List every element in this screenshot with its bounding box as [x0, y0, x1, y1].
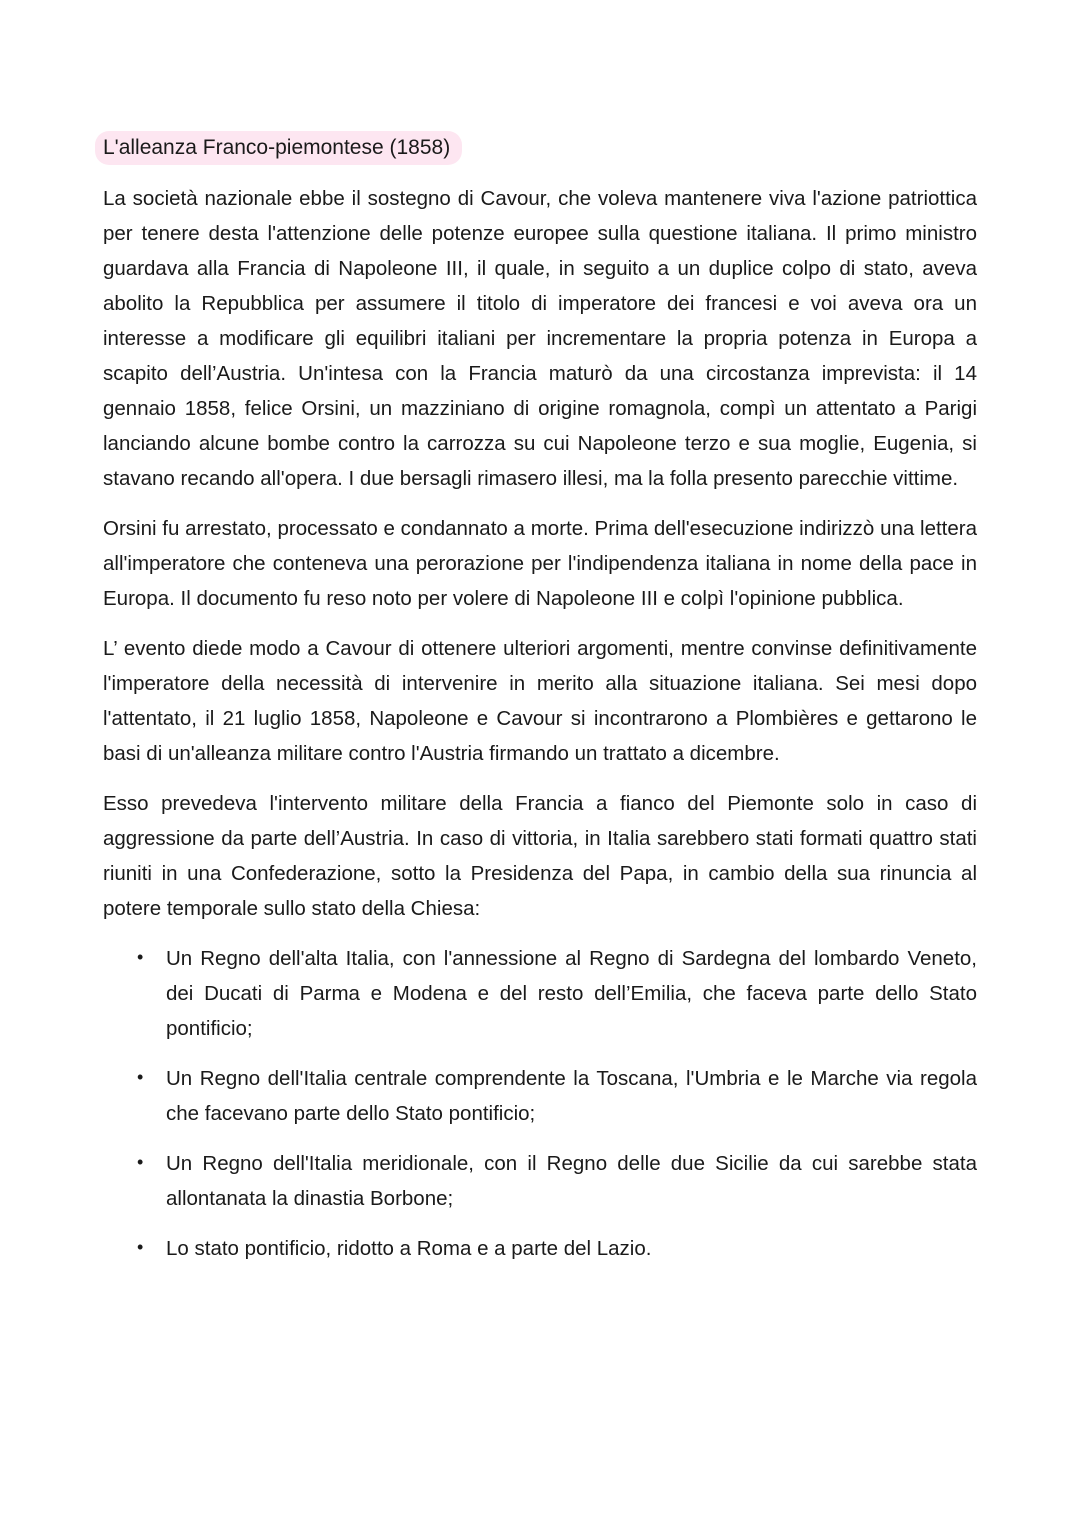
list-item-text: Un Regno dell'Italia centrale comprendente la Toscana, l'Umbria e le Marche via regola che facevano parte dello Stato pontificio;: [166, 1067, 977, 1125]
list-item: [103, 941, 977, 1046]
list-item-text: Un Regno dell'alta Italia, con l'annessione al Regno di Sardegna del lombardo Veneto, dei Ducati di Parma e Modena e del resto dell’Emilia, che faceva parte dello Stato pontificio;: [166, 947, 977, 1040]
bullet-icon: •: [137, 1152, 144, 1172]
section-title: L'alleanza Franco-piemontese (1858): [95, 131, 462, 165]
paragraph: Orsini fu arrestato, processato e condannato a morte. Prima dell'esecuzione indirizzò una lettera all'imperatore che conteneva una perorazione per l'indipendenza italiana in nome della pace in Europa. Il documento fu reso noto per volere di Napoleone III e colpì l'opinione pubblica.: [103, 517, 977, 610]
bullet-icon: •: [137, 1067, 144, 1087]
paragraph: Esso prevedeva l'intervento militare della Francia a fianco del Piemonte solo in caso di aggressione da parte dell’Austria. In caso di vittoria, in Italia sarebbero stati formati quattro stati riuniti in una Confederazione, sotto la Presidenza del Papa, in cambio della sua rinuncia al potere temporale sullo stato della Chiesa:: [103, 792, 977, 920]
bullet-icon: •: [137, 947, 144, 967]
bullet-list: [103, 941, 977, 1266]
list-item-text: Un Regno dell'Italia meridionale, con il Regno delle due Sicilie da cui sarebbe stata allontanata la dinastia Borbone;: [166, 1152, 977, 1210]
list-item-text: Lo stato pontificio, ridotto a Roma e a parte del Lazio.: [166, 1237, 652, 1260]
list-item: [103, 1231, 977, 1266]
list-item: [103, 1061, 977, 1131]
paragraph: La società nazionale ebbe il sostegno di Cavour, che voleva mantenere viva l'azione patriottica per tenere desta l'attenzione delle potenze europee sulla questione italiana. Il primo ministro guardava alla Francia di Napoleone III, il quale, in seguito a un duplice colpo di stato, aveva abolito la Repubblica per assumere il titolo di imperatore dei francesi e voi aveva ora un interesse a modificare gli equilibri italiani per incrementare la propria potenza in Europa a scapito dell’Austria. Un'intesa con la Francia maturò da una circostanza imprevista: il 14 gennaio 1858, felice Orsini, un mazziniano di origine romagnola, compì un attentato a Parigi lanciando alcune bombe contro la carrozza su cui Napoleone terzo e sua moglie, Eugenia, si stavano recando all'opera. I due bersagli rimasero illesi, ma la folla presento parecchie vittime.: [103, 187, 977, 490]
paragraph: L’ evento diede modo a Cavour di ottenere ulteriori argomenti, mentre convinse definitivamente l'imperatore della necessità di intervenire in merito alla situazione italiana. Sei mesi dopo l'attentato, il 21 luglio 1858, Napoleone e Cavour si incontrarono a Plombières e gettarono le basi di un'alleanza militare contro l'Austria firmando un trattato a dicembre.: [103, 637, 977, 765]
document-page: [103, 131, 977, 1281]
list-item: [103, 1146, 977, 1216]
bullet-icon: •: [137, 1237, 144, 1257]
